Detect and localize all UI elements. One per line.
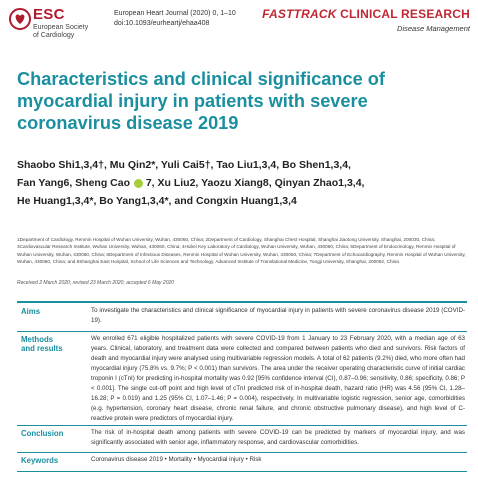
esc-logo-text: ESC: [33, 6, 65, 23]
journal-reference: European Heart Journal (2020) 0, 1–10: [114, 10, 236, 17]
methods-section: [17, 332, 467, 436]
orcid-icon[interactable]: [134, 179, 143, 188]
abstract-top-rule: [17, 301, 467, 303]
clinical-research-label: CLINICAL RESEARCH: [336, 7, 470, 21]
keywords-section: [17, 453, 467, 471]
authors-line-2-end: 7, Xu Liu2, Yaozu Xiang8, Qinyan Zhao1,3,4,: [142, 177, 365, 189]
aims-section: [17, 304, 467, 328]
section-banner: [262, 7, 470, 21]
society-name: [33, 24, 93, 40]
aims-label: Aims: [21, 307, 41, 316]
authors-line-3: He Huang1,3,4*, Bo Yang1,3,4*, and Congxin Huang1,3,4: [17, 195, 297, 207]
society-line-1: European Society: [33, 24, 89, 31]
conclusion-label: Conclusion: [21, 429, 64, 438]
authors-line-2: [17, 174, 467, 192]
authors-line-2-start: Fan Yang6, Sheng Cao: [17, 177, 130, 189]
journal-header: [0, 0, 478, 50]
journal-citation: [114, 9, 236, 29]
article-category: Disease Management: [397, 24, 470, 33]
keywords-text: Coronavirus disease 2019 • Mortality • Myocardial injury • Risk: [91, 456, 262, 463]
society-line-2: of Cardiology: [33, 32, 75, 39]
received-dates: Received 2 March 2020; revised 23 March 2020; accepted 6 May 2020: [17, 280, 175, 286]
methods-label-line-1: Methods: [21, 335, 54, 344]
conclusion-text: The risk of in-hospital death among patients with severe COVID-19 can be predicted by markers of myocardial injury, and was significantly associated with senior age, inflammatory response, and cardiovascular comorbidities.: [91, 429, 465, 446]
methods-text: We enrolled 671 eligible hospitalized patients with severe COVID-19 from 1 January to 23 February 2020, with a median age of 63 years. Clinical, laboratory, and treatment data were collected and compared between patients who died and survivors. Risk factors of death and myocardial injury were analysed using multivariable regression models. A total of 62 patients (9.2%) died, who more often had myocardial injury (75.8% vs. 9.7%; P < 0.001) than survivors. The area under the receiver operating characteristic curve of initial cardiac troponin I (cTnI) for predicting in-hospital mortality was 0.92 [95% confidence interval (CI), 0.87–0.96; sensitivity, 0.86; specificity, 0.86; P < 0.001]. The single cut-off point and high level of cTnI predicted risk of in-hospital death, hazard ratio (HR) was 4.56 (95% CI, 1.28–16.28; P = 0.019) and 1.25 (95% CI, 1.07–1.46; P = 0.004), respectively. In multivariable logistic regression, senior age, comorbidities (e.g. hypertension, coronary heart disease, chronic renal failure, and chronic obstructive pulmonary disease), and high level of C-reactive protein were predictors of myocardial injury.: [91, 335, 465, 422]
structured-abstract: [17, 301, 467, 475]
fasttrack-label: FASTTRACK: [262, 7, 337, 21]
esc-heart-logo-icon: [9, 8, 31, 30]
abstract-bottom-rule: [17, 471, 467, 472]
author-list: [17, 156, 467, 210]
journal-doi: doi:10.1093/eurheartj/ehaa408: [114, 20, 210, 27]
authors-line-1: Shaobo Shi1,3,4†, Mu Qin2*, Yuli Cai5†, Tao Liu1,3,4, Bo Shen1,3,4,: [17, 159, 351, 171]
article-title: Characteristics and clinical significance of myocardial injury in patients with severe coronavirus disease 2019: [17, 69, 385, 133]
affiliations: 1Department of Cardiology, Renmin Hospital of Wuhan University, Wuhan, 430060, China; 2Department of Cardiology, Shanghai Chest Hospital, Shanghai Jiaotong University, Shanghai, 200030, China; 3Cardiovascular Research Institute, Wuhan University, Wuhan, 430060, China; 4Hubei Key Laboratory of Cardiology, Wuhan University, Wuhan, 430060, China; 5Department of Endocrinology, Renmin Hospital of Wuhan University, Wuhan, 430060, China; 6Department of Infectious Diseases, Renmin Hospital of Wuhan University, Wuhan, 430060, China; 7Department of Echocardiography, Renmin Hospital of Wuhan University, Wuhan, 430060, China; and 8Shanghai East Hospital, School of Life Sciences and Technology, Advanced Institute of Translational Medicine, Tongji University, Shanghai, 200092, China: [17, 237, 466, 265]
conclusion-section: [17, 426, 467, 450]
methods-label-line-2: and results: [21, 344, 63, 353]
methods-label: [17, 332, 89, 353]
esc-logo: [9, 6, 89, 44]
keywords-label: Keywords: [21, 456, 59, 465]
aims-text: To investigate the characteristics and clinical significance of myocardial injury in patients with severe coronavirus disease 2019 (COVID-19).: [91, 307, 465, 324]
